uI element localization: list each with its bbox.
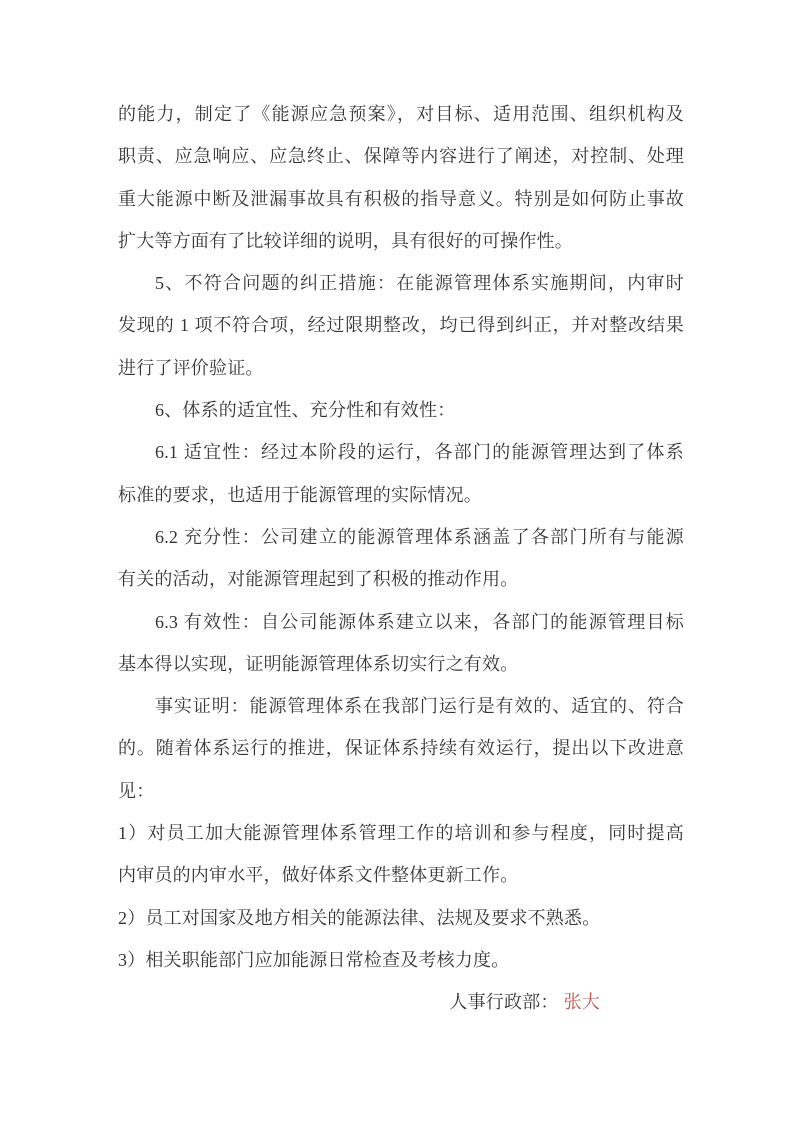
text-line: 基本得以实现，证明能源管理体系切实行之有效。	[118, 653, 519, 674]
text-line: 6.1 适宜性：经过本阶段的运行，各部门的能源管理达到了体系	[155, 442, 684, 463]
text-line: 进行了评价验证。	[118, 357, 264, 378]
text-line: 1）对员工加大能源管理体系管理工作的培训和参与程度，同时提高	[118, 823, 684, 844]
text-line: 3）相关职能部门应加能源日常检查及考核力度。	[118, 949, 510, 970]
text-line: 职责、应急响应、应急终止、保障等内容进行了阐述，对控制、处理	[118, 146, 684, 167]
text-line: 6.3 有效性：自公司能源体系建立以来，各部门的能源管理目标	[155, 611, 684, 632]
text-line: 发现的 1 项不符合项，经过限期整改，均已得到纠正，并对整改结果	[118, 315, 684, 336]
text-line: 6、体系的适宜性、充分性和有效性：	[155, 400, 456, 421]
text-line: 见：	[118, 780, 155, 801]
signature-line	[118, 981, 684, 1023]
text-line: 标准的要求，也适用于能源管理的实际情况。	[118, 484, 482, 505]
text-line: 内审员的内审水平，做好体系文件整体更新工作。	[118, 865, 519, 886]
text-line: 重大能源中断及泄漏事故具有积极的指导意义。特别是如何防止事故	[118, 188, 684, 209]
text-line: 6.2 充分性：公司建立的能源管理体系涵盖了各部门所有与能源	[155, 526, 684, 547]
signature-name: 张大	[563, 992, 600, 1013]
text-line: 扩大等方面有了比较详细的说明，具有很好的可操作性。	[118, 230, 573, 251]
document-lines	[118, 93, 684, 981]
text-line: 2）员工对国家及地方相关的能源法律、法规及要求不熟悉。	[118, 907, 601, 928]
text-line: 事实证明：能源管理体系在我部门运行是有效的、适宜的、符合	[155, 696, 684, 717]
text-line: 的能力，制定了《能源应急预案》，对目标、适用范围、组织机构及	[118, 104, 684, 124]
text-line: 有关的活动，对能源管理起到了积极的推动作用。	[118, 569, 519, 590]
document-body	[118, 93, 684, 1024]
text-line: 5、不符合问题的纠正措施：在能源管理体系实施期间，内审时	[155, 273, 684, 294]
text-line: 的。随着体系运行的推进，保证体系持续有效运行，提出以下改进意	[118, 738, 684, 759]
signature-label: 人事行政部：	[449, 992, 559, 1013]
